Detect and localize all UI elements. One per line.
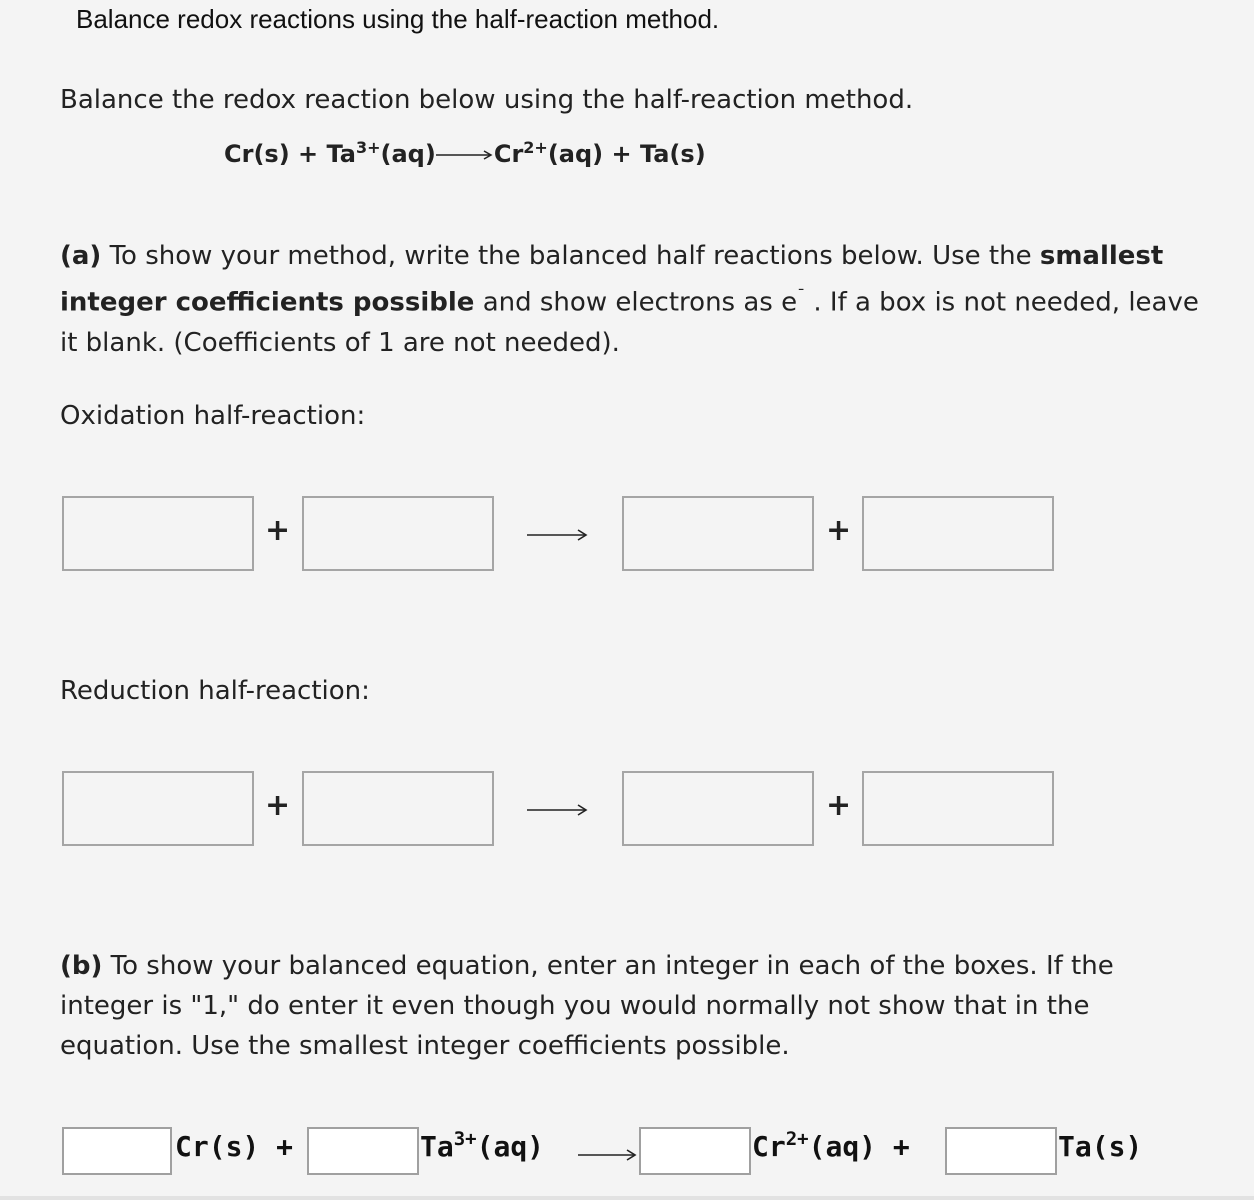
reaction-arrow-icon (436, 149, 494, 161)
part-b-text: To show your balanced equation, enter an integer in each of the boxes. If the integer is "1," do enter it even though you would normally not show that in the equation. Use the smallest integer coefficients possible. (60, 951, 1114, 1061)
plus-sign: + (826, 513, 852, 548)
coefficient-input-ta-ion[interactable] (307, 1127, 419, 1175)
term-cr-solid: Cr(s) + (175, 1130, 294, 1163)
term-cr-ion (752, 1130, 910, 1163)
plus-sign: + (265, 788, 291, 823)
eq-reactants: Cr(s) + Ta (224, 140, 356, 168)
coefficient-input-cr-ion[interactable] (639, 1127, 751, 1175)
reduction-reactant-box-2[interactable] (302, 771, 494, 846)
eq-state-ta: (aq) (380, 140, 436, 168)
reaction-arrow-icon (578, 1148, 638, 1162)
eq-charge-cr: 2+ (523, 138, 548, 157)
oxidation-label: Oxidation half-reaction: (60, 401, 366, 431)
reduction-product-box-1[interactable] (622, 771, 814, 846)
part-a-bold: smallest integer coefficients possible (60, 241, 1164, 318)
oxidation-reactant-box-1[interactable] (62, 496, 254, 571)
oxidation-product-box-2[interactable] (862, 496, 1054, 571)
oxidation-product-box-1[interactable] (622, 496, 814, 571)
plus-sign: + (826, 788, 852, 823)
reduction-product-box-2[interactable] (862, 771, 1054, 846)
oxidation-reactant-box-2[interactable] (302, 496, 494, 571)
reaction-arrow-icon (527, 803, 589, 817)
reduction-reactant-box-1[interactable] (62, 771, 254, 846)
part-b-instructions (60, 946, 1210, 1066)
part-a-text3: . If a box is not needed, leave it blank. (Coefficients of 1 are not needed). (60, 287, 1199, 358)
eq-product-cr: Cr (493, 140, 524, 168)
part-a-instructions (60, 236, 1210, 363)
term-ta-charge: 3+ (453, 1128, 477, 1150)
reaction-arrow-icon (527, 528, 589, 542)
reaction-equation (224, 140, 706, 168)
electron-superscript: ¯ (797, 286, 806, 305)
plus-sign: + (265, 513, 291, 548)
term-ta-state: (aq) (476, 1130, 545, 1163)
bottom-divider (0, 1196, 1254, 1200)
coefficient-input-cr[interactable] (62, 1127, 172, 1175)
part-a-text2: and show electrons as e (474, 287, 798, 318)
term-cr-state: (aq) + (808, 1130, 910, 1163)
page-header: Balance redox reactions using the half-reaction method. (76, 4, 720, 34)
eq-charge-ta: 3+ (355, 138, 381, 157)
term-ta-solid: Ta(s) (1058, 1130, 1143, 1163)
eq-products-rest: (aq) + Ta(s) (547, 140, 706, 168)
intro-text: Balance the redox reaction below using the half-reaction method. (60, 85, 914, 115)
term-cr-charge: 2+ (785, 1128, 809, 1150)
coefficient-input-ta-solid[interactable] (945, 1127, 1057, 1175)
term-ta-base: Ta (420, 1130, 454, 1163)
part-a-text1: To show your method, write the balanced half reactions below. Use the (101, 241, 1040, 271)
term-ta-ion (420, 1130, 544, 1163)
part-b-label: (b) (60, 951, 103, 981)
reduction-label: Reduction half-reaction: (60, 676, 370, 706)
term-cr-base: Cr (752, 1130, 786, 1163)
part-a-label: (a) (60, 241, 102, 271)
